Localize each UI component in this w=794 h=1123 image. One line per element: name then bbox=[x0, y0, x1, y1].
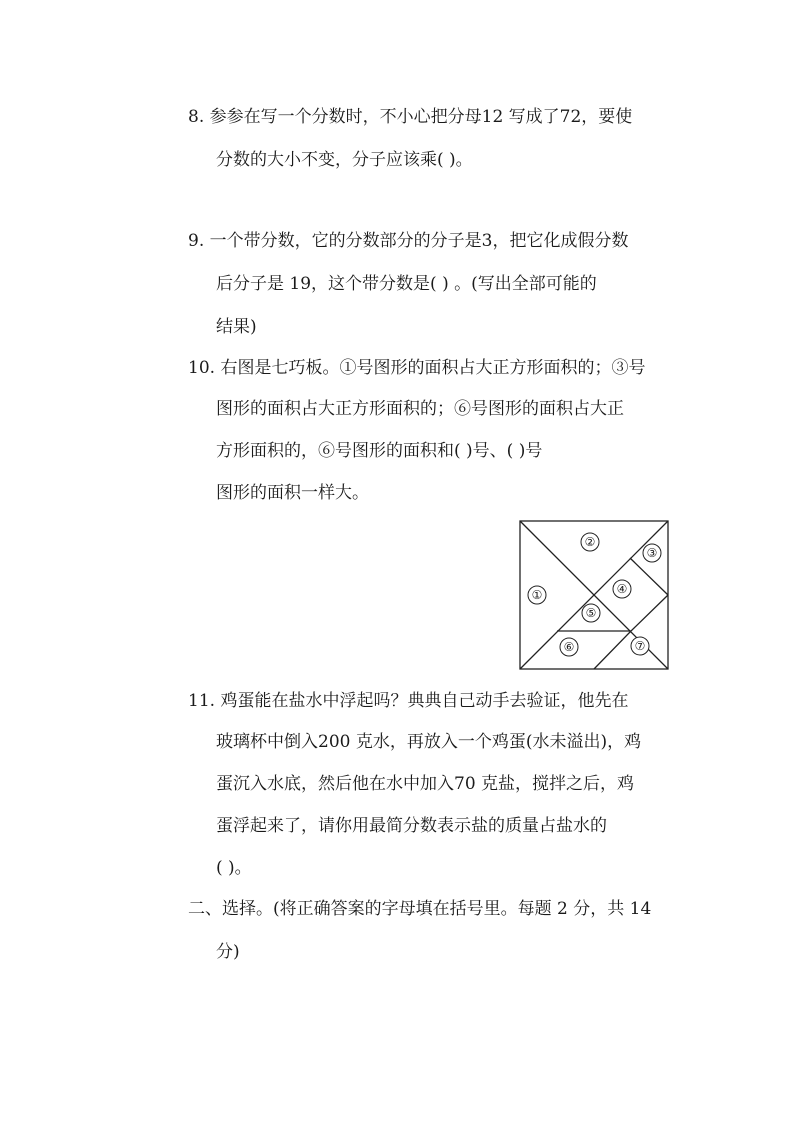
tangram-label-4 bbox=[613, 580, 631, 598]
tangram-label-3-text: ③ bbox=[646, 546, 658, 560]
tangram-label-7-text: ⑦ bbox=[634, 639, 646, 653]
section2-heading-cont: 分) bbox=[216, 942, 240, 962]
q11-line3: 蛋沉入水底，然后他在水中加入70 克盐，搅拌之后，鸡 bbox=[216, 774, 635, 794]
q9-line3: 结果) bbox=[216, 317, 257, 337]
tangram-label-1-text: ① bbox=[531, 588, 543, 602]
q10-number: 10. bbox=[188, 358, 216, 378]
tangram-label-6-text: ⑥ bbox=[563, 640, 575, 654]
tangram-label-5-text: ⑤ bbox=[585, 606, 597, 620]
q9-line2: 后分子是 19，这个带分数是( ) 。(写出全部可能的 bbox=[216, 274, 597, 294]
tangram-label-3 bbox=[643, 544, 661, 562]
tangram-edge bbox=[594, 631, 631, 669]
q8-number: 8. bbox=[188, 107, 205, 127]
q8-text-1: 参参在写一个分数时，不小心把分母12 写成了72，要使 bbox=[209, 107, 633, 127]
tangram-label-5 bbox=[582, 604, 600, 622]
q9-line1 bbox=[188, 230, 628, 252]
tangram-edge bbox=[630, 558, 668, 595]
tangram-figure bbox=[519, 520, 671, 672]
tangram-label-2 bbox=[581, 533, 599, 551]
q8-line1 bbox=[188, 106, 632, 128]
q10-line2: 图形的面积占大正方形面积的；⑥号图形的面积占大正 bbox=[216, 399, 624, 419]
tangram-label-4-text: ④ bbox=[616, 582, 628, 596]
q11-line2: 玻璃杯中倒入200 克水，再放入一个鸡蛋(水未溢出)，鸡 bbox=[216, 732, 642, 752]
tangram-label-2-text: ② bbox=[584, 535, 596, 549]
section2-heading: 二、选择。(将正确答案的字母填在括号里。每题 2 分，共 14 bbox=[188, 899, 652, 919]
tangram-edge bbox=[631, 595, 668, 631]
q10-line4: 图形的面积一样大。 bbox=[216, 483, 369, 503]
q11-line1 bbox=[188, 690, 628, 712]
q9-text-1: 一个带分数，它的分数部分的分子是3，把它化成假分数 bbox=[209, 231, 629, 251]
q8-line2: 分数的大小不变，分子应该乘( )。 bbox=[216, 150, 473, 170]
q11-line4: 蛋浮起来了，请你用最简分数表示盐的质量占盐水的 bbox=[216, 816, 607, 836]
q11-text-1: 鸡蛋能在盐水中浮起吗？典典自己动手去验证，他先在 bbox=[220, 691, 629, 711]
tangram-label-6 bbox=[560, 638, 578, 656]
tangram-label-1 bbox=[528, 586, 546, 604]
q10-text-1: 右图是七巧板。①号图形的面积占大正方形面积的；③号 bbox=[220, 358, 646, 378]
q9-number: 9. bbox=[188, 231, 205, 251]
q10-line3: 方形面积的，⑥号图形的面积和( )号、( )号 bbox=[216, 441, 543, 461]
q11-number: 11. bbox=[188, 691, 216, 711]
q11-line5: ( )。 bbox=[216, 858, 252, 878]
tangram-label-7 bbox=[631, 637, 649, 655]
q10-line1 bbox=[188, 357, 645, 379]
